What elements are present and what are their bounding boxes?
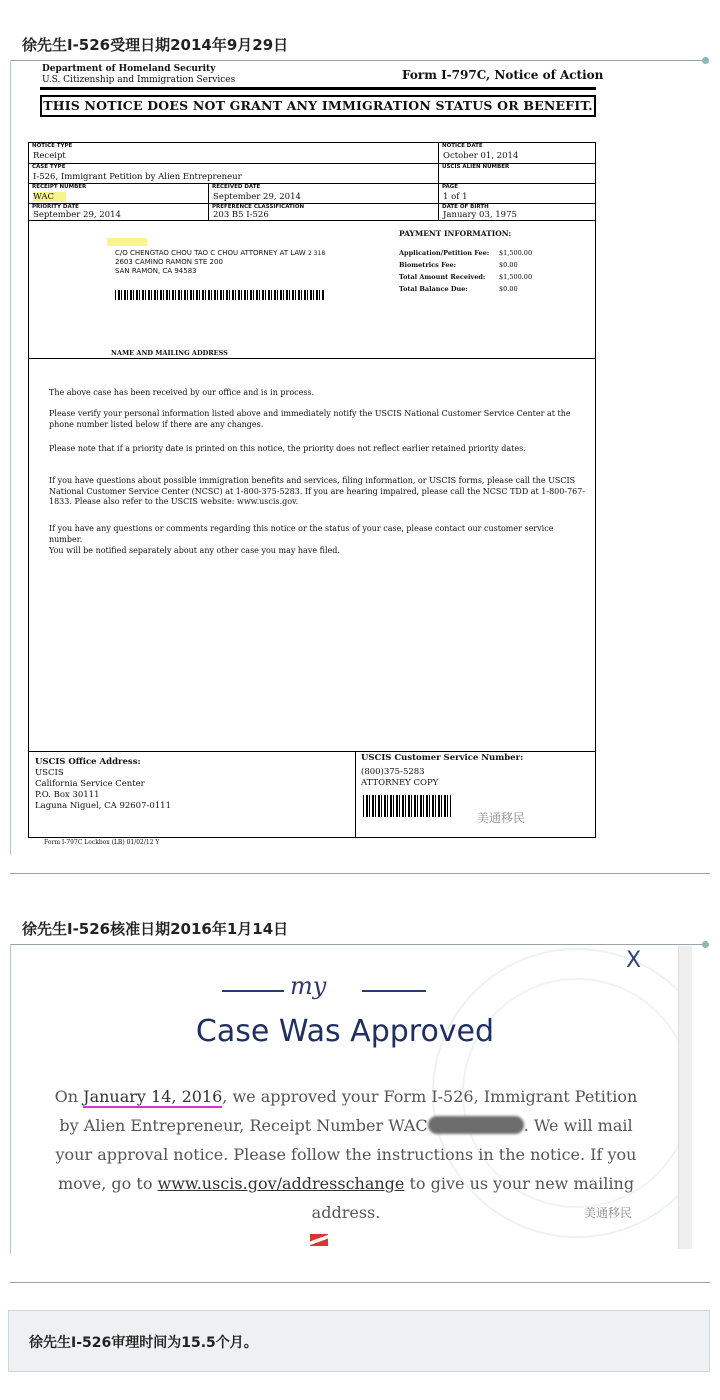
office-divider <box>29 751 595 752</box>
document-barcode <box>363 795 451 817</box>
priority-date-value: September 29, 2014 <box>33 210 121 220</box>
logo-line-right <box>362 990 426 992</box>
notice-date-value: October 01, 2014 <box>443 151 519 161</box>
form-footer: Form I-797C Lockbox (LB) 01/02/12 Y <box>44 839 160 846</box>
customer-service-block <box>361 753 523 789</box>
divider-dot <box>702 941 709 948</box>
notice-paragraph: You will be notified separately about any other case you may have filed. <box>49 546 340 555</box>
page-cell <box>439 184 596 204</box>
office-title: USCIS Office Address: <box>35 757 141 767</box>
field-label: RECEIPT NUMBER <box>32 184 87 190</box>
field-label: PAGE <box>442 184 459 190</box>
priority-date-cell <box>29 204 209 221</box>
processing-time-summary: 徐先生I-526审理时间为15.5个月。 <box>29 1335 258 1351</box>
section-separator <box>10 1282 710 1283</box>
approval-message <box>48 1082 644 1227</box>
field-label: RECEIVED DATE <box>212 184 261 190</box>
alien-number-cell <box>439 164 596 184</box>
office-address <box>35 757 171 812</box>
wechat-watermark: 美通移民 <box>477 811 526 825</box>
wechat-watermark: 美通移民 <box>584 1206 633 1220</box>
preference-value: 203 B5 I-526 <box>213 210 269 220</box>
divider-dot <box>702 57 709 64</box>
case-status-title: Case Was Approved <box>195 1014 495 1049</box>
address-line: C/O CHENGTAO CHOU TAO C CHOU ATTORNEY AT LAW <box>115 249 306 257</box>
logo-line-left <box>222 990 284 992</box>
notice-banner: THIS NOTICE DOES NOT GRANT ANY IMMIGRATION STATUS OR BENEFIT. <box>40 95 596 117</box>
address-line: 2603 CAMINO RAMON STE 200 <box>115 258 223 266</box>
address-divider <box>29 358 595 359</box>
field-label: PRIORITY DATE <box>32 204 79 210</box>
address-change-link[interactable]: www.uscis.gov/addresschange <box>157 1174 405 1193</box>
office-line: Laguna Niguel, CA 92607-0111 <box>35 801 171 811</box>
office-line: P.O. Box 30111 <box>35 790 100 800</box>
customer-service-title: USCIS Customer Service Number: <box>361 753 524 763</box>
office-line: USCIS <box>35 768 64 778</box>
receipt-number-value: WAC <box>33 192 66 202</box>
section-divider <box>10 944 706 945</box>
payment-value: $1,500.00 <box>499 273 533 281</box>
dob-cell <box>439 204 596 221</box>
flag-icon <box>310 1234 328 1246</box>
payment-value: $0.00 <box>499 261 518 269</box>
my-uscis-logo: my <box>290 972 327 1000</box>
section-title-receipt: 徐先生I-526受理日期2014年9月29日 <box>22 36 289 54</box>
received-date-value: September 29, 2014 <box>213 192 301 202</box>
approval-date: January 14, 2016 <box>83 1087 223 1106</box>
page-value: 1 of 1 <box>443 192 468 202</box>
message-text: to give us your new mailing address. <box>311 1174 635 1222</box>
field-label: USCIS ALIEN NUMBER <box>442 164 510 170</box>
summary-box <box>8 1310 710 1372</box>
address-label: NAME AND MAILING ADDRESS <box>111 349 228 357</box>
section-title-approval: 徐先生I-526核准日期2016年1月14日 <box>22 920 289 938</box>
notice-paragraph: Please note that if a priority date is printed on this notice, the priority does not reflect earlier retained priority dates. <box>49 444 526 453</box>
payment-label: Total Amount Received: <box>399 273 486 281</box>
notice-paragraph: Please verify your personal information listed above and immediately notify the USCIS National Customer Service Center at the phone number listed below if there are any changes. <box>49 409 571 429</box>
notice-date-cell <box>439 143 596 164</box>
payment-title: PAYMENT INFORMATION: <box>399 229 512 238</box>
message-text: . We will mail your approval notice. Please follow the instructions in the notice. If you move, go to <box>55 1116 637 1193</box>
notice-paragraph: If you have questions about possible immigration benefits and services, filing information, or USCIS forms, please call the USCIS National Customer Service Center (NCSC) at 1-800-375-5283. If you are hearing impaired, please call the NCSC TDD at 1-800-767-1833. Please also refer to the USCIS website: www.uscis.gov. <box>49 476 586 506</box>
payment-label: Biometrics Fee: <box>399 261 457 269</box>
scrollbar[interactable] <box>678 946 692 1249</box>
customer-service-phone: (800)375-5283 <box>361 767 425 777</box>
message-text: , we approved your Form I-526, Immigrant Petition by Alien Entrepreneur, Receipt Number WAC <box>59 1087 638 1135</box>
notice-paragraph: The above case has been received by our office and is in process. <box>49 388 315 397</box>
payment-value: $0.00 <box>499 285 518 293</box>
preference-cell <box>209 204 439 221</box>
agency-name: Department of Homeland Security <box>42 64 216 74</box>
case-type-cell <box>29 164 439 184</box>
i797c-notice-image <box>14 62 610 858</box>
attorney-copy-label: ATTORNEY COPY <box>361 778 439 788</box>
address-line: SAN RAMON, CA 94583 <box>115 267 197 275</box>
field-label: NOTICE TYPE <box>32 143 73 149</box>
payment-label: Application/Petition Fee: <box>399 249 490 257</box>
address-suffix: 2 318 <box>307 250 326 257</box>
notice-form-box <box>28 142 596 838</box>
dob-value: January 03, 1975 <box>443 210 517 220</box>
notice-paragraph: If you have any questions or comments regarding this notice or the status of your case, please contact our customer service number. <box>49 524 554 544</box>
header-rule <box>40 87 596 90</box>
receipt-number-cell <box>29 184 209 204</box>
field-label: NOTICE DATE <box>442 143 483 149</box>
field-label: CASE TYPE <box>32 164 66 170</box>
message-text: On <box>54 1087 84 1106</box>
section-divider <box>10 60 706 61</box>
notice-type-value: Receipt <box>33 151 66 161</box>
mailing-address <box>115 249 325 276</box>
postal-barcode <box>115 290 325 300</box>
case-type-value: I-526, Immigrant Petition by Alien Entrepreneur <box>33 172 242 182</box>
office-line: California Service Center <box>35 779 145 789</box>
form-title: Form I-797C, Notice of Action <box>402 68 604 82</box>
payment-value: $1,500.00 <box>499 249 533 257</box>
field-label: DATE OF BIRTH <box>442 204 489 210</box>
case-status-screenshot <box>12 946 692 1249</box>
received-date-cell <box>209 184 439 204</box>
left-border-line <box>10 944 11 1254</box>
field-label: PREFERENCE CLASSIFICATION <box>212 204 305 210</box>
redacted-receipt-number <box>428 1116 524 1134</box>
payment-label: Total Balance Due: <box>399 285 468 293</box>
notice-type-cell <box>29 143 439 164</box>
agency-subname: U.S. Citizenship and Immigration Services <box>42 75 236 85</box>
office-vertical-divider <box>355 751 356 837</box>
highlight-mark <box>107 238 147 246</box>
close-icon[interactable]: X <box>626 948 642 973</box>
left-border-line <box>10 60 11 855</box>
section-separator <box>10 873 710 874</box>
